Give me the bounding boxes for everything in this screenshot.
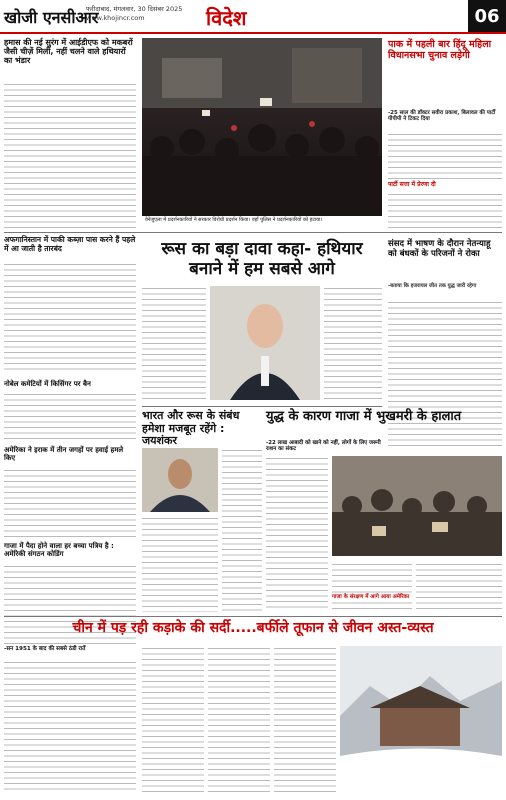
gaza-photo xyxy=(332,456,502,556)
divider xyxy=(4,616,502,617)
story2-deck: -25 साल की डॉक्टर सवीरा प्रकाश, बिलावल की पार्टी पीपीपी ने टिकट दिया xyxy=(388,110,496,123)
story8-deck: -बताया कि इजरायल जीत तक युद्ध जारी रहेगा xyxy=(388,283,477,289)
story11-body xyxy=(4,660,136,794)
story11-headline: चीन में पड़ रही कड़ाके की सर्दी.....बर्फीले तूफान से जीवन अस्त-व्यस्त xyxy=(72,620,434,636)
story12-headline: गाजा के संरक्षण में आगे आया अमेरिका xyxy=(332,594,412,600)
story11-body4 xyxy=(274,646,336,794)
divider xyxy=(4,232,502,233)
story11-body2 xyxy=(142,646,204,794)
story9-body xyxy=(142,516,218,612)
story3-headline: अफगानिस्तान में पाकी कब्ज़ा पास करने हैं पहले में आ जाती है तारबंद xyxy=(4,235,136,253)
story9-body2 xyxy=(222,448,262,612)
story6-headline: गाजा में पैदा होने वाला हर बच्चा पत्रिय है : अमेरिकी संगठन कोडिंग xyxy=(4,542,114,559)
photo-caption: वेनेजुएला में प्रदर्शनकारियों ने सरकार विरोधी प्रदर्शन किया। वहाँ पुलिस ने प्रदर्शनकारियों को हटाया। xyxy=(142,216,382,225)
story4-body xyxy=(4,392,136,440)
snow-photo xyxy=(340,646,502,794)
story2-headline: पाक में पहली बार हिंदू महिला विधानसभा चुनाव लड़ेगी xyxy=(388,39,492,61)
story11-body3 xyxy=(208,646,270,794)
story1-headline: हमास की नई सुरंग में आईडीएफ को मकबरों जैसी चीज़ें मिलीं, नहीं चलने वाले हथियारों का भंडार xyxy=(4,38,133,66)
crowd-illustration xyxy=(332,456,502,556)
issue-info xyxy=(86,5,182,23)
portrait-illustration xyxy=(210,286,320,400)
story8-body xyxy=(388,300,502,450)
brand-logo: खोजी एनसीआर xyxy=(4,8,99,27)
divider xyxy=(142,406,382,407)
story2-subhead: पार्टी सत्ता में प्रेरणा दी xyxy=(388,181,436,188)
story9-headline: भारत और रूस के संबंध हमेशा मजबूत रहेंगे : जयशंकर xyxy=(142,409,240,448)
page-number: 06 xyxy=(468,0,506,32)
jaishankar-photo xyxy=(142,448,218,512)
story7-headline: रूस का बड़ा दावा कहा- हथियार बनाने में हम सबसे आगे xyxy=(161,239,363,279)
story10-body3 xyxy=(332,562,412,612)
story2-body xyxy=(388,132,502,180)
page-header xyxy=(0,0,506,34)
story1-body xyxy=(4,82,136,230)
story5-body xyxy=(4,468,136,538)
story8-headline: संसद में भाषण के दौरान नेतन्याहू को बंधकों के परिजनों ने रोका xyxy=(388,239,491,259)
story5-headline: अमेरिका ने इराक में तीन जगहों पर हवाई हमले किए xyxy=(4,446,124,463)
protest-photo xyxy=(142,38,382,216)
story7-body2 xyxy=(324,286,382,400)
story10-body xyxy=(266,456,328,612)
section-title: विदेश xyxy=(206,6,247,30)
story4-headline: नोबेल कमेटियों में किसिंगर पर बैन xyxy=(4,380,91,388)
issue-date: फरीदाबाद, मंगलवार, 30 दिसंबर 2025 xyxy=(86,5,183,13)
story10-deck: -22 लाख आबादी को खाने को नहीं, लोगों के लिए जरूरी राशन का संकट xyxy=(266,440,381,453)
snow-scene-illustration xyxy=(340,646,502,794)
website: www.khojincr.com xyxy=(86,14,145,22)
story10-body4 xyxy=(416,562,502,612)
story7-body xyxy=(142,286,206,400)
story2-body2 xyxy=(388,192,502,232)
crowd-illustration xyxy=(142,38,382,216)
story10-headline: युद्ध के कारण गाजा में भुखमरी के हालात xyxy=(266,409,462,424)
putin-photo xyxy=(210,286,320,400)
story11-deck: -सन 1951 के बाद की सबसे ठंडी रातें xyxy=(4,646,86,652)
portrait-illustration xyxy=(142,448,218,512)
story3-body xyxy=(4,262,136,374)
